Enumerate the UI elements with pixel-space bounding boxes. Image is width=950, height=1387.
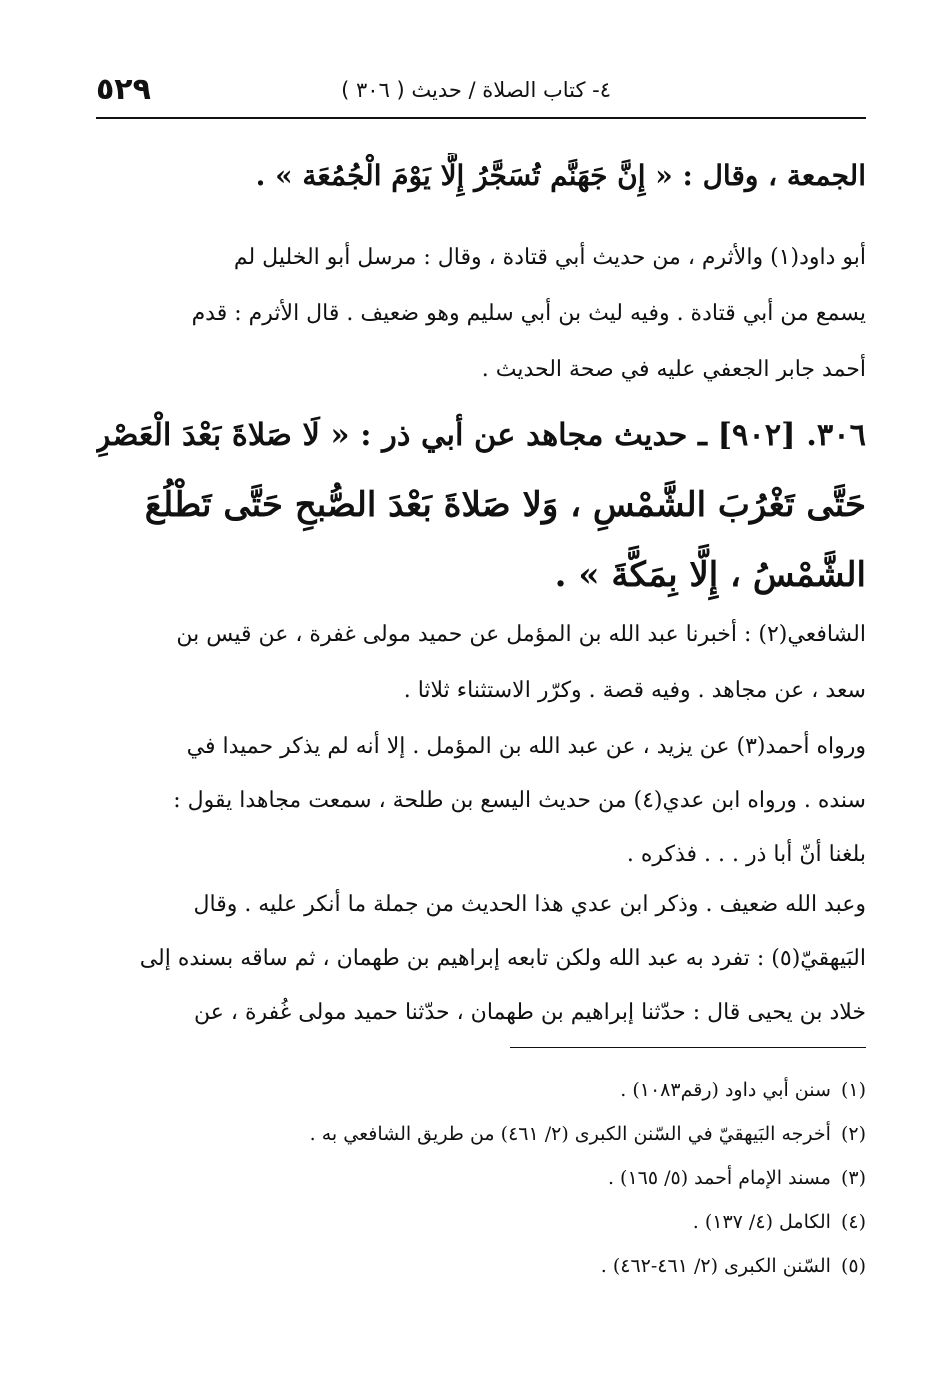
footnote-text: السّنن الكبرى (٢/ ٤٦١-٤٦٢) . — [600, 1255, 831, 1277]
paragraph-bayhaqi — [96, 886, 866, 1032]
hadith-line: الشَّمْسُ ، إِلَّا بِمَكَّةَ » . — [554, 555, 866, 595]
footnote-number: (٢) — [840, 1123, 866, 1145]
footnote-text: الكامل (٤/ ١٣٧) . — [692, 1211, 831, 1233]
hadith-line: ٣٠٦. [٩٠٢] ـ حديث مجاهد عن أبي ذر : « لَا صَلاةَ بَعْدَ الْعَصْرِ — [96, 417, 866, 453]
paragraph-ahmad — [96, 728, 866, 874]
text-line: أحمد جابر الجعفي عليه في صحة الحديث . — [481, 357, 866, 382]
footnote-text: سنن أبي داود (رقم١٠٨٣) . — [620, 1079, 831, 1101]
footnote-number: (١) — [840, 1079, 866, 1101]
footnote-1 — [96, 1068, 866, 1112]
footnotes — [96, 1068, 866, 1288]
text-line: يسمع من أبي قتادة . وفيه ليث بن أبي سليم وهو ضعيف . قال الأثرم : قدم — [191, 301, 866, 326]
footnote-number: (٣) — [840, 1167, 866, 1189]
footnote-2 — [96, 1112, 866, 1156]
hadith-line: حَتَّى تَغْرُبَ الشَّمْسِ ، وَلا صَلاةَ بَعْدَ الصُّبحِ حَتَّى تَطْلُعَ — [144, 485, 866, 525]
text-line: وعبد الله ضعيف . وذكر ابن عدي هذا الحديث من جملة ما أنكر عليه . وقال — [193, 892, 866, 917]
paragraph-shafii — [96, 616, 866, 710]
footnote-4 — [96, 1200, 866, 1244]
header-divider — [96, 117, 866, 119]
text-line: بلغنا أنّ أبا ذر . . . فذكره . — [626, 842, 866, 867]
footnote-divider — [510, 1047, 866, 1048]
footnote-5 — [96, 1244, 866, 1288]
text-line: الجمعة ، وقال : « إِنَّ جَهَنَّم تُسَجَّرُ إِلَّا يَوْمَ الْجُمُعَة » . — [255, 159, 866, 192]
text-line: أبو داود(١) والأثرم ، من حديث أبي قتادة ، وقال : مرسل أبو الخليل لم — [233, 245, 866, 270]
hadith-heading — [96, 400, 866, 610]
footnote-number: (٥) — [840, 1255, 866, 1277]
footnote-text: أخرجه البَيهقيّ في السّنن الكبرى (٢/ ٤٦١) من طريق الشافعي به . — [309, 1123, 831, 1145]
text-line: خلاد بن يحيى قال : حدّثنا إبراهيم بن طهمان ، حدّثنا حميد مولى غُفرة ، عن — [194, 1000, 866, 1025]
text-line: البَيهقيّ(٥) : تفرد به عبد الله ولكن تابعه إبراهيم بن طهمان ، ثم ساقه بسنده إلى — [139, 946, 866, 971]
text-line: ورواه أحمد(٣) عن يزيد ، عن عبد الله بن المؤمل . إلا أنه لم يذكر حميدا في — [186, 734, 866, 759]
footnote-3 — [96, 1156, 866, 1200]
running-title: ٤- كتاب الصلاة / حديث ( ٣٠٦ ) — [341, 78, 611, 102]
paragraph-takhrij-1 — [96, 239, 866, 389]
text-line: سنده . ورواه ابن عدي(٤) من حديث اليسع بن طلحة ، سمعت مجاهدا يقول : — [173, 788, 866, 813]
footnote-number: (٤) — [840, 1211, 866, 1233]
text-line: الشافعي(٢) : أخبرنا عبد الله بن المؤمل عن حميد مولى غفرة ، عن قيس بن — [176, 622, 866, 647]
paragraph-continuation — [96, 153, 866, 199]
page-number: ٥٢٩ — [96, 72, 151, 107]
footnote-text: مسند الإمام أحمد (٥/ ١٦٥) . — [607, 1167, 831, 1189]
page-header — [96, 72, 866, 114]
text-line: سعد ، عن مجاهد . وفيه قصة . وكرّر الاستثناء ثلاثا . — [403, 678, 866, 703]
